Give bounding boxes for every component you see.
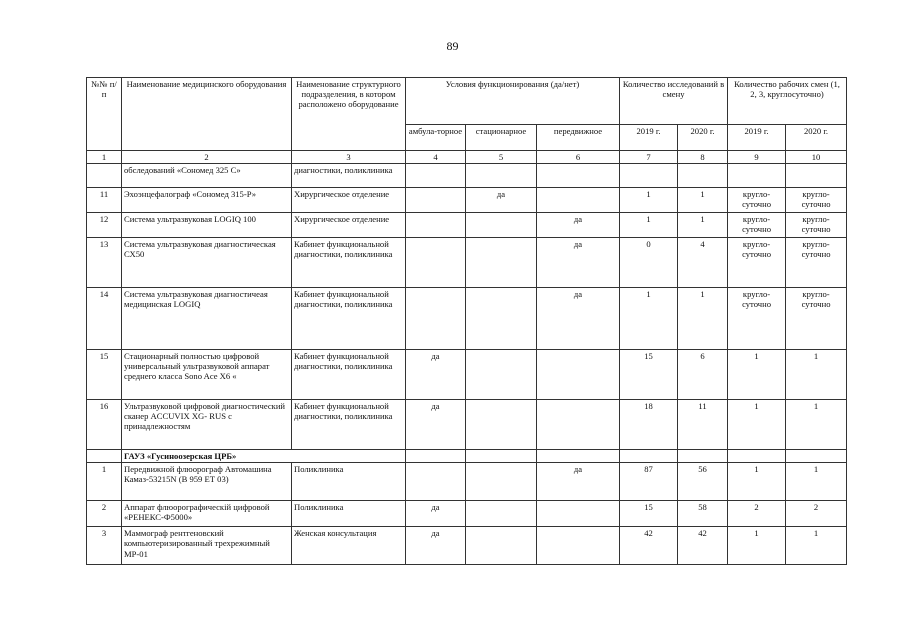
shifts-2019-cell: 1 (728, 527, 786, 565)
outpatient-cell (406, 213, 466, 238)
studies-2020-cell (678, 164, 728, 188)
column-number: 2 (122, 151, 292, 164)
header-shifts-2019: 2019 г. (728, 125, 786, 151)
shifts-2019-cell (728, 164, 786, 188)
studies-2019-cell (620, 164, 678, 188)
table-row (87, 350, 847, 400)
shifts-2019-cell: 2 (728, 501, 786, 527)
header-conditions: Условия функционирования (да/нет) (406, 78, 620, 125)
inpatient-cell (466, 350, 537, 400)
column-number: 5 (466, 151, 537, 164)
equipment-name: Аппарат флюорографическій цифровой «РЕНЕКС-Ф5000» (122, 501, 292, 527)
department-name: Кабинет функциональной диагностики, поликлиника (292, 288, 406, 350)
shifts-2020-cell: 2 (786, 501, 847, 527)
mobile-cell (537, 501, 620, 527)
header-shifts: Количество рабочих смен (1, 2, 3, круглосуточно) (728, 78, 847, 125)
studies-2020-cell: 4 (678, 238, 728, 288)
studies-2019-cell: 1 (620, 288, 678, 350)
table-row (87, 463, 847, 501)
table-row (87, 164, 847, 188)
department-name: Поликлиника (292, 501, 406, 527)
department-name: диагностики, поликлиника (292, 164, 406, 188)
shifts-2020-cell: кругло-суточно (786, 288, 847, 350)
shifts-2020-cell: 1 (786, 400, 847, 450)
shifts-2019-cell: кругло-суточно (728, 188, 786, 213)
studies-2020-cell: 42 (678, 527, 728, 565)
equipment-name: Эхоэнцефалограф «Сономед 315-Р» (122, 188, 292, 213)
studies-2019-cell: 15 (620, 501, 678, 527)
table-row (87, 238, 847, 288)
row-num: 13 (87, 238, 122, 288)
header-studies-2020: 2020 г. (678, 125, 728, 151)
page-number: 89 (446, 39, 459, 53)
equipment-name: Маммограф рентгеновский компьютеризированный трехрежимный МР-01 (122, 527, 292, 565)
mobile-cell: да (537, 238, 620, 288)
equipment-name: Стационарный полностью цифровой универсальный ультразвуковой аппарат среднего класса Sono Ace X6 « (122, 350, 292, 400)
studies-2020-cell: 58 (678, 501, 728, 527)
table-row (87, 527, 847, 565)
outpatient-cell: да (406, 501, 466, 527)
column-number: 3 (292, 151, 406, 164)
shifts-2020-cell: кругло-суточно (786, 213, 847, 238)
column-number: 4 (406, 151, 466, 164)
department-name: Хирургическое отделение (292, 213, 406, 238)
mobile-cell: да (537, 213, 620, 238)
department-name: Поликлиника (292, 463, 406, 501)
mobile-cell: да (537, 463, 620, 501)
studies-2019-cell: 42 (620, 527, 678, 565)
studies-2019-cell: 87 (620, 463, 678, 501)
studies-2019-cell: 15 (620, 350, 678, 400)
equipment-table (86, 77, 847, 565)
row-num: 2 (87, 501, 122, 527)
table-row (87, 288, 847, 350)
row-num: 14 (87, 288, 122, 350)
shifts-2020-cell (786, 164, 847, 188)
studies-2020-cell: 6 (678, 350, 728, 400)
header-equipment: Наименование медицинского оборудования (122, 78, 292, 151)
studies-2020-cell: 1 (678, 288, 728, 350)
mobile-cell (537, 527, 620, 565)
column-number: 6 (537, 151, 620, 164)
shifts-2020-cell: 1 (786, 350, 847, 400)
outpatient-cell: да (406, 527, 466, 565)
studies-2020-cell: 1 (678, 213, 728, 238)
department-name: Женская консультация (292, 527, 406, 565)
column-number-row (87, 151, 847, 164)
inpatient-cell: да (466, 188, 537, 213)
mobile-cell: да (537, 288, 620, 350)
header-studies: Количество исследований в смену (620, 78, 728, 125)
shifts-2020-cell: кругло-суточно (786, 238, 847, 288)
row-num: 11 (87, 188, 122, 213)
header-outpatient: амбула-торное (406, 125, 466, 151)
studies-2019-cell: 18 (620, 400, 678, 450)
outpatient-cell (406, 288, 466, 350)
row-num (87, 164, 122, 188)
equipment-name: Система ультразвуковая диагностичеая медицинская LOGIQ (122, 288, 292, 350)
mobile-cell (537, 188, 620, 213)
mobile-cell (537, 164, 620, 188)
table-row (87, 400, 847, 450)
studies-2019-cell: 1 (620, 213, 678, 238)
equipment-name: Система ультразвуковая LOGIQ 100 (122, 213, 292, 238)
shifts-2019-cell: кругло-суточно (728, 288, 786, 350)
section-row (87, 450, 847, 463)
column-number: 9 (728, 151, 786, 164)
column-number: 8 (678, 151, 728, 164)
header-num: №№ п/п (87, 78, 122, 151)
header-mobile: передвижное (537, 125, 620, 151)
row-num: 3 (87, 527, 122, 565)
table-row (87, 188, 847, 213)
equipment-name: Передвижной флюорограф Автомашина Камаз-53215N (В 959 ЕТ 03) (122, 463, 292, 501)
studies-2020-cell: 11 (678, 400, 728, 450)
outpatient-cell (406, 238, 466, 288)
shifts-2020-cell: 1 (786, 463, 847, 501)
mobile-cell (537, 350, 620, 400)
header-studies-2019: 2019 г. (620, 125, 678, 151)
shifts-2019-cell: 1 (728, 463, 786, 501)
header-inpatient: стационарное (466, 125, 537, 151)
column-number: 10 (786, 151, 847, 164)
row-num: 15 (87, 350, 122, 400)
table-row (87, 501, 847, 527)
inpatient-cell (466, 527, 537, 565)
row-num: 16 (87, 400, 122, 450)
shifts-2020-cell: кругло-суточно (786, 188, 847, 213)
header-department: Наименование структурного подразделения, в котором расположено оборудование (292, 78, 406, 151)
mobile-cell (537, 400, 620, 450)
equipment-name: Ультразвуковой цифровой диагностический сканер ACCUVIX XG- RUS с принадлежностям (122, 400, 292, 450)
outpatient-cell (406, 188, 466, 213)
inpatient-cell (466, 238, 537, 288)
inpatient-cell (466, 501, 537, 527)
department-name: Кабинет функциональной диагностики, поликлиника (292, 400, 406, 450)
outpatient-cell (406, 463, 466, 501)
header-shifts-2020: 2020 г. (786, 125, 847, 151)
shifts-2019-cell: 1 (728, 400, 786, 450)
inpatient-cell (466, 400, 537, 450)
section-title: ГАУЗ «Гусиноозерская ЦРБ» (122, 450, 406, 463)
shifts-2019-cell: кругло-суточно (728, 238, 786, 288)
equipment-name: Система ультразвуковая диагностическая СХ50 (122, 238, 292, 288)
inpatient-cell (466, 213, 537, 238)
column-number: 7 (620, 151, 678, 164)
studies-2019-cell: 0 (620, 238, 678, 288)
outpatient-cell: да (406, 350, 466, 400)
outpatient-cell (406, 164, 466, 188)
department-name: Кабинет функциональной диагностики, поликлиника (292, 350, 406, 400)
inpatient-cell (466, 463, 537, 501)
department-name: Хирургическое отделение (292, 188, 406, 213)
inpatient-cell (466, 164, 537, 188)
shifts-2019-cell: 1 (728, 350, 786, 400)
row-num: 12 (87, 213, 122, 238)
outpatient-cell: да (406, 400, 466, 450)
inpatient-cell (466, 288, 537, 350)
studies-2020-cell: 1 (678, 188, 728, 213)
studies-2019-cell: 1 (620, 188, 678, 213)
row-num: 1 (87, 463, 122, 501)
shifts-2020-cell: 1 (786, 527, 847, 565)
equipment-name: обследований «Сономед 325 С» (122, 164, 292, 188)
table-row (87, 213, 847, 238)
studies-2020-cell: 56 (678, 463, 728, 501)
department-name: Кабинет функциональной диагностики, поликлиника (292, 238, 406, 288)
column-number: 1 (87, 151, 122, 164)
shifts-2019-cell: кругло-суточно (728, 213, 786, 238)
